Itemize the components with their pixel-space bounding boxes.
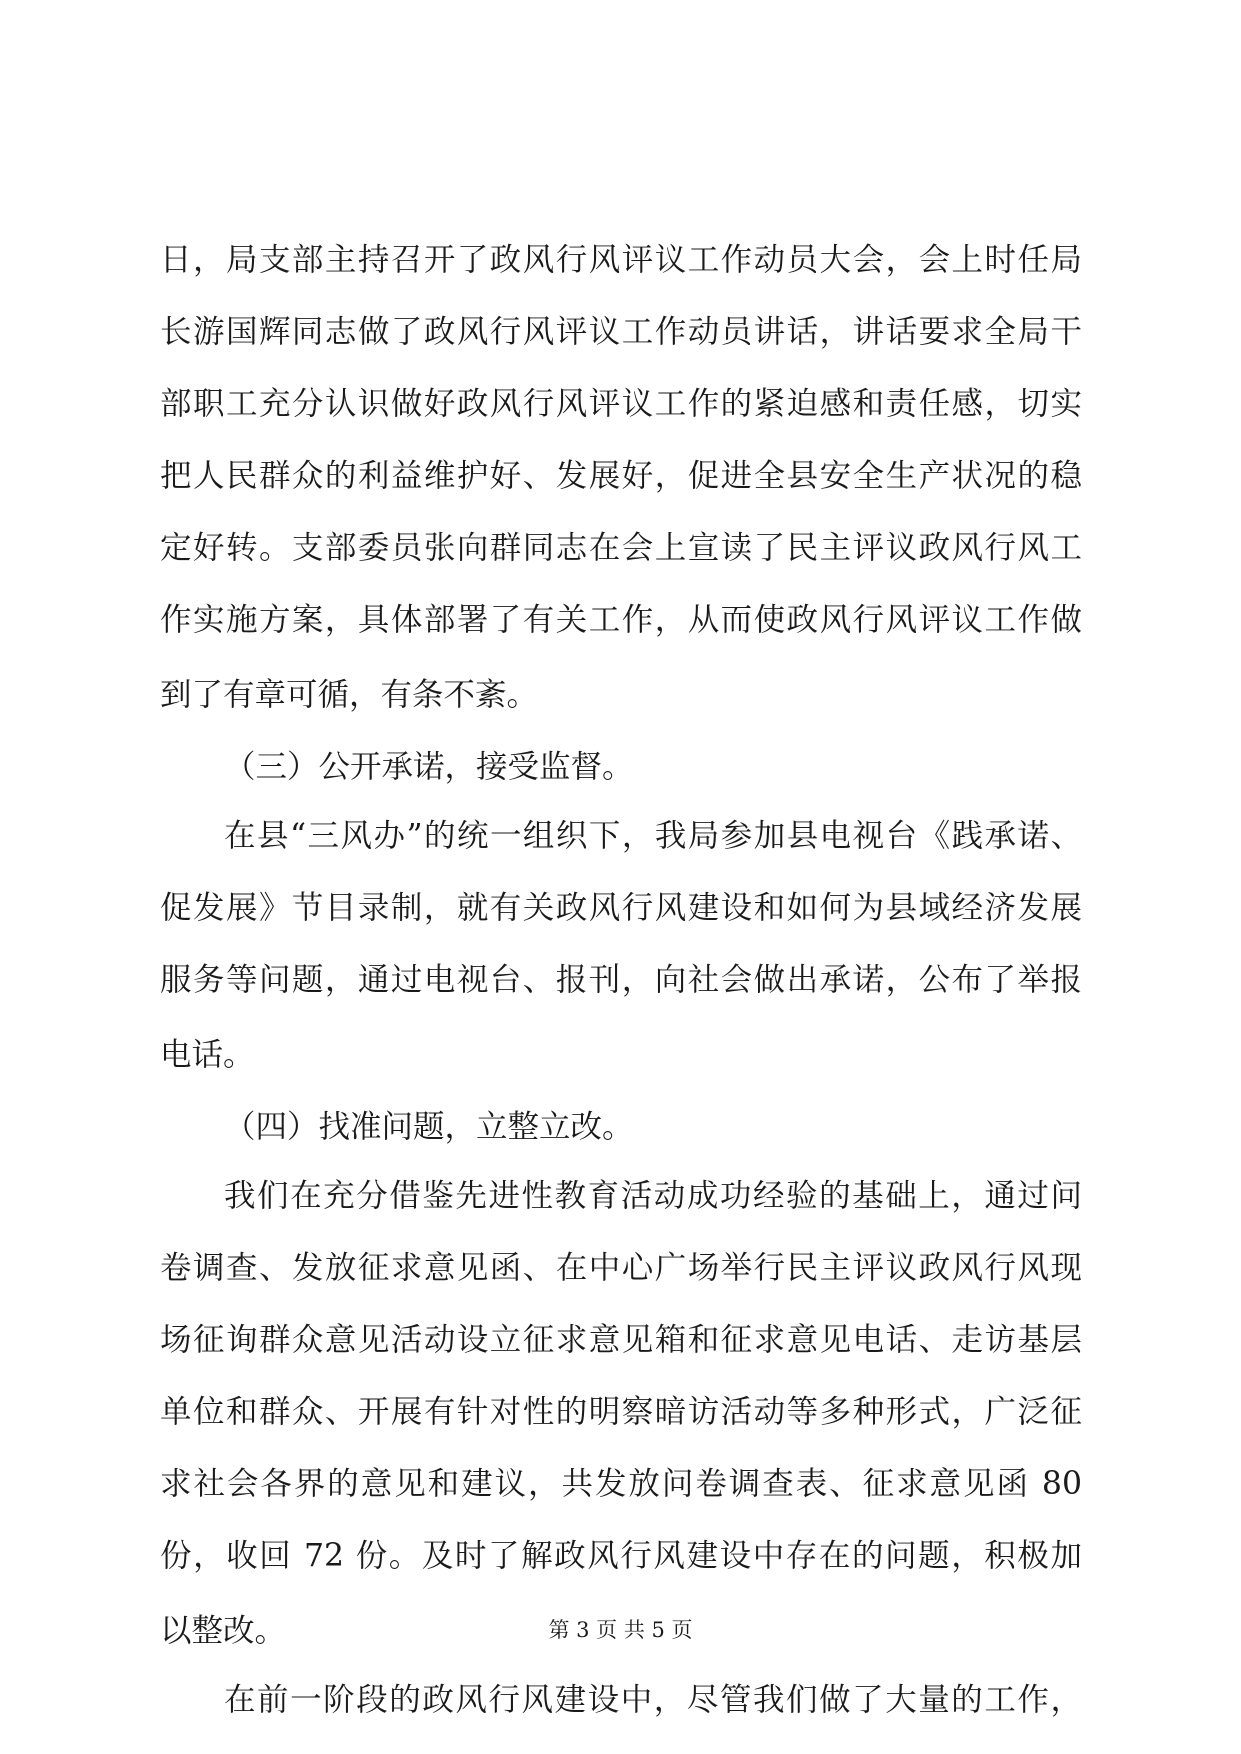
text-line: 我们在充分借鉴先进性教育活动成功经验的基础上，通过问 <box>224 1178 1082 1214</box>
text-line: 单位和群众、开展有针对性的明察暗访活动等多种形式，广泛征 <box>160 1394 1082 1430</box>
text-line: 作实施方案，具体部署了有关工作，从而使政风行风评议工作做 <box>160 602 1082 638</box>
text-line: 在县“三风办”的统一组织下，我局参加县电视台《践承诺、 <box>224 818 1082 854</box>
text-line: 份，收回 72 份。及时了解政风行风建设中存在的问题，积极加 <box>160 1538 1082 1574</box>
text-line: 场征询群众意见活动设立征求意见箱和征求意见电话、走访基层 <box>160 1322 1082 1358</box>
text-line: 卷调查、发放征求意见函、在中心广场举行民主评议政风行风现 <box>160 1250 1082 1286</box>
text-line: 部职工充分认识做好政风行风评议工作的紧迫感和责任感，切实 <box>160 386 1082 422</box>
text-line: 到了有章可循，有条不紊。 <box>160 676 539 713</box>
text-line: 长游国辉同志做了政风行风评议工作动员讲话，讲话要求全局干 <box>160 314 1082 350</box>
text-line: 把人民群众的利益维护好、发展好，促进全县安全生产状况的稳 <box>160 458 1082 494</box>
text-line: 促发展》节目录制，就有关政风行风建设和如何为县域经济发展 <box>160 890 1082 926</box>
section-heading: （三）公开承诺，接受监督。 <box>224 748 634 785</box>
document-body <box>160 224 1082 1736</box>
section-heading: （四）找准问题，立整立改。 <box>224 1108 634 1145</box>
text-line: 服务等问题，通过电视台、报刊，向社会做出承诺，公布了举报 <box>160 962 1082 998</box>
text-line: 在前一阶段的政风行风建设中，尽管我们做了大量的工作， <box>224 1682 1082 1718</box>
text-line: 日，局支部主持召开了政风行风评议工作动员大会，会上时任局 <box>160 242 1082 278</box>
text-line: 求社会各界的意见和建议，共发放问卷调查表、征求意见函 80 <box>160 1466 1082 1502</box>
text-line: 定好转。支部委员张向群同志在会上宣读了民主评议政风行风工 <box>160 530 1082 566</box>
text-line: 电话。 <box>160 1036 255 1073</box>
page-number-footer: 第 3 页 共 5 页 <box>548 1618 693 1642</box>
text-line: 以整改。 <box>160 1612 287 1649</box>
